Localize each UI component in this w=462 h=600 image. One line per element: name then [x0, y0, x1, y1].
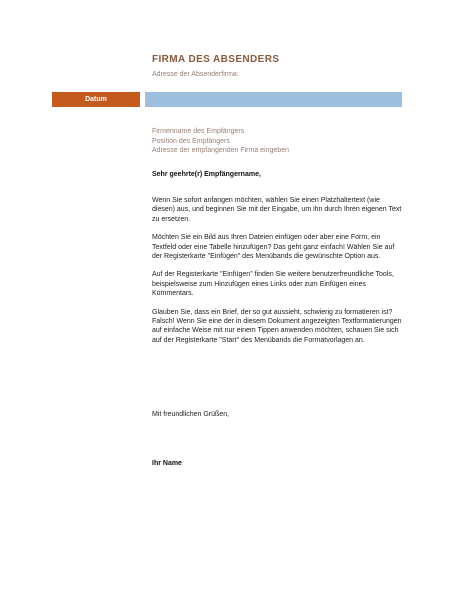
- date-field[interactable]: [52, 92, 140, 107]
- recipient-position[interactable]: Position des Empfängers: [152, 137, 230, 145]
- signature-name[interactable]: Ihr Name: [152, 460, 182, 467]
- body-paragraph[interactable]: Wenn Sie sofort anfangen möchten, wählen Sie einen Platzhaltertext (wie diesen) aus, und beginnen Sie mit der Eingabe, um ihn durch Ihren eigenen Text zu ersetzen.: [152, 197, 402, 223]
- date-label: Datum: [85, 96, 107, 103]
- salutation[interactable]: Sehr geehrte(r) Empfängername,: [152, 171, 261, 178]
- decorative-blue-bar: [145, 92, 402, 107]
- body-paragraph[interactable]: Auf der Registerkarte "Einfügen" finden Sie weitere benutzerfreundliche Tools, beispielsweise zum Hinzufügen eines Links oder zum Einfügen eines Kommentars.: [152, 271, 394, 298]
- recipient-company[interactable]: Firmenname des Empfängers: [152, 128, 245, 135]
- closing[interactable]: Mit freundlichen Grüßen,: [152, 411, 230, 418]
- recipient-block: [152, 127, 289, 156]
- body-paragraph[interactable]: Glauben Sie, dass ein Brief, der so gut aussieht, schwierig zu formatieren ist? Falsch! Wenn Sie eine der in diesem Dokument angezeigten Textformatierungen auf einfache Weise mit nur einem Tippen anwenden möchten, schauen Sie sich auf der Registerkarte "Start" des Menübands die Formatvorlagen an.: [152, 308, 402, 344]
- recipient-address[interactable]: Adresse der empfangenden Firma eingeben: [152, 147, 289, 154]
- sender-company-name[interactable]: FIRMA DES ABSENDERS: [152, 54, 280, 65]
- letter-body: [152, 196, 402, 354]
- date-band: [52, 92, 402, 107]
- body-paragraph[interactable]: Möchten Sie ein Bild aus Ihren Dateien einfügen oder aber eine Form, ein Textfeld oder eine Tabelle hinzufügen? Das geht ganz einfach! Wählen Sie auf der Registerkarte "Einfügen" des Menübands die gewünschte Option aus.: [152, 234, 395, 261]
- sender-address[interactable]: Adresse der Absenderfirma:: [152, 71, 239, 78]
